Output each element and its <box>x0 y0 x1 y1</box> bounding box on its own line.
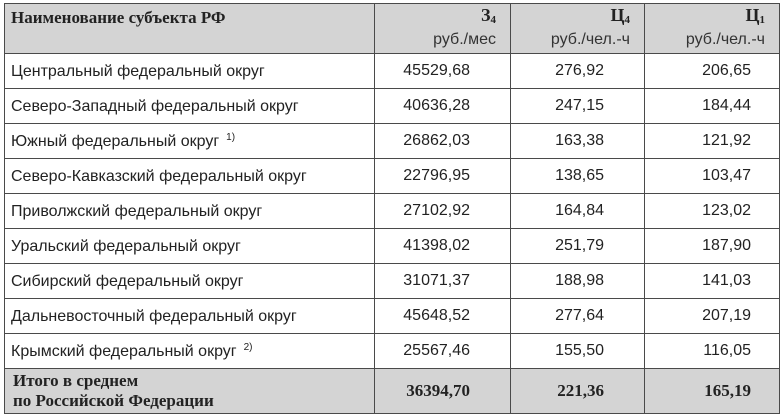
c1-cell: 116,05 <box>645 334 780 369</box>
z4-cell: 22796,95 <box>375 159 511 194</box>
wage-rates-table <box>4 3 780 414</box>
subject-name: Северо-Западный федеральный округ <box>11 97 299 115</box>
table-row <box>5 54 780 89</box>
table-body <box>5 54 780 369</box>
c4-cell: 164,84 <box>511 194 645 229</box>
subject-name-cell <box>5 89 375 124</box>
footnote-marker: 2) <box>243 341 253 353</box>
c1-cell: 206,65 <box>645 54 780 89</box>
c4-cell: 276,92 <box>511 54 645 89</box>
z4-cell: 45648,52 <box>375 299 511 334</box>
table-row <box>5 334 780 369</box>
total-row <box>5 369 780 414</box>
table-row <box>5 194 780 229</box>
table-row <box>5 299 780 334</box>
total-label-line2: по Российской Федерации <box>13 391 214 410</box>
c1-cell: 103,47 <box>645 159 780 194</box>
subject-name: Уральский федеральный округ <box>11 237 241 255</box>
header-c1-symbol: $Ц_1$ <box>745 5 765 26</box>
c4-cell: 163,38 <box>511 124 645 159</box>
subject-name-cell <box>5 54 375 89</box>
c4-cell: 247,15 <box>511 89 645 124</box>
c4-cell: 277,64 <box>511 299 645 334</box>
footnote-marker: 1) <box>226 131 236 143</box>
subject-name: Сибирский федеральный округ <box>11 272 244 290</box>
z4-cell: 40636,28 <box>375 89 511 124</box>
z4-cell: 41398,02 <box>375 229 511 264</box>
c1-cell: 184,44 <box>645 89 780 124</box>
c1-cell: 207,19 <box>645 299 780 334</box>
subject-name: Северо-Кавказский федеральный округ <box>11 167 307 185</box>
c1-cell: 123,02 <box>645 194 780 229</box>
subject-name: Приволжский федеральный округ <box>11 202 263 220</box>
total-label-line1: Итого в среднем <box>13 371 139 390</box>
header-c1 <box>645 4 780 54</box>
table-row <box>5 89 780 124</box>
c4-cell: 155,50 <box>511 334 645 369</box>
header-c1-unit: руб./чел.-ч <box>685 31 765 48</box>
subject-name-cell <box>5 194 375 229</box>
table-row <box>5 264 780 299</box>
header-c4-unit: руб./чел.-ч <box>550 31 630 48</box>
header-subject-name: Наименование субъекта РФ <box>5 4 375 54</box>
subject-name-cell <box>5 124 375 159</box>
subject-name-cell <box>5 299 375 334</box>
header-z4-symbol: $З_4$ <box>480 5 496 26</box>
header-z4-unit: руб./мес <box>433 31 496 48</box>
table-row <box>5 124 780 159</box>
subject-name-cell <box>5 264 375 299</box>
table-row <box>5 159 780 194</box>
subject-name: Центральный федеральный округ <box>11 62 265 80</box>
c4-cell: 138,65 <box>511 159 645 194</box>
subject-name: Южный федеральный округ <box>11 132 220 150</box>
c4-cell: 188,98 <box>511 264 645 299</box>
table-header-row <box>5 4 780 54</box>
total-label <box>5 369 375 414</box>
total-z4: 36394,70 <box>375 369 511 414</box>
subject-name-cell <box>5 229 375 264</box>
c1-cell: 187,90 <box>645 229 780 264</box>
subject-name-cell <box>5 334 375 369</box>
header-c4 <box>511 4 645 54</box>
c1-cell: 121,92 <box>645 124 780 159</box>
z4-cell: 27102,92 <box>375 194 511 229</box>
header-z4 <box>375 4 511 54</box>
c4-cell: 251,79 <box>511 229 645 264</box>
z4-cell: 31071,37 <box>375 264 511 299</box>
subject-name-cell <box>5 159 375 194</box>
header-c4-symbol: $Ц_4$ <box>610 5 630 26</box>
z4-cell: 25567,46 <box>375 334 511 369</box>
c1-cell: 141,03 <box>645 264 780 299</box>
subject-name: Крымский федеральный округ <box>11 342 237 360</box>
total-c4: 221,36 <box>511 369 645 414</box>
subject-name: Дальневосточный федеральный округ <box>11 307 297 325</box>
z4-cell: 45529,68 <box>375 54 511 89</box>
table-row <box>5 229 780 264</box>
z4-cell: 26862,03 <box>375 124 511 159</box>
total-c1: 165,19 <box>645 369 780 414</box>
